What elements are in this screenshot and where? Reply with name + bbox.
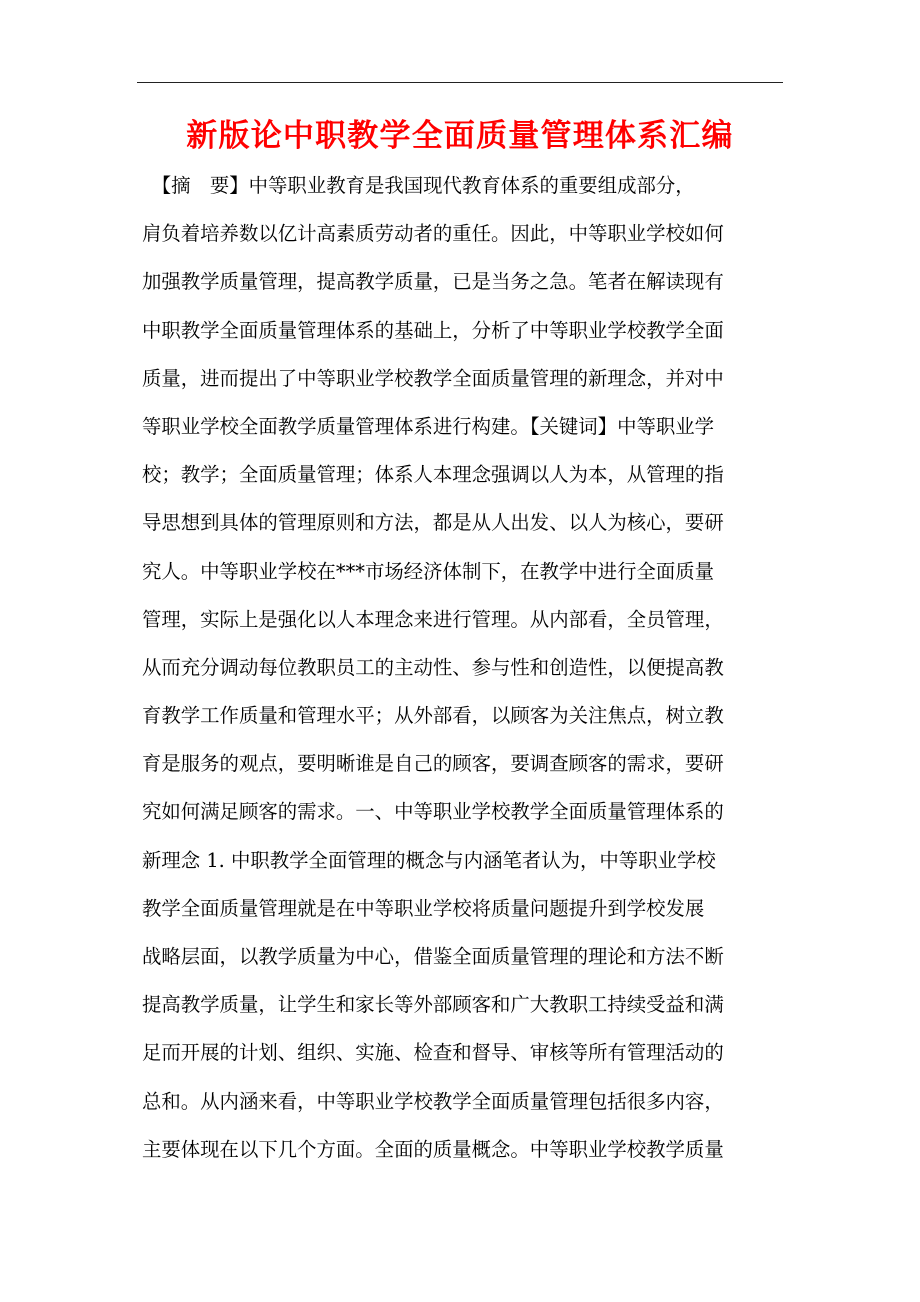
body-line: 总和。从内涵来看，中等职业学校教学全面质量管理包括很多内容，	[142, 1089, 724, 1113]
body-line: 育是服务的观点，要明晰谁是自己的顾客，要调查顾客的需求，要研	[142, 752, 724, 776]
body-line: 育教学工作质量和管理水平；从外部看，以顾客为关注焦点，树立教	[142, 704, 724, 728]
body-line: 校；教学；全面质量管理；体系人本理念强调以人为本，从管理的指	[142, 463, 724, 487]
body-line: 等职业学校全面教学质量管理体系进行构建。【关键词】中等职业学	[142, 414, 715, 438]
body-line: 导思想到具体的管理原则和方法，都是从人出发、以人为核心，要研	[142, 511, 724, 535]
body-line: 足而开展的计划、组织、实施、检查和督导、审核等所有管理活动的	[142, 1041, 724, 1065]
document-body	[142, 162, 782, 1174]
header-rule	[137, 82, 783, 83]
body-line: 中职教学全面质量管理体系的基础上，分析了中等职业学校教学全面	[142, 318, 724, 342]
body-line: 主要体现在以下几个方面。全面的质量概念。中等职业学校教学质量	[142, 1137, 724, 1161]
body-line: 究人。中等职业学校在***市场经济体制下，在教学中进行全面质量	[142, 559, 715, 583]
document-title: 新版论中职教学全面质量管理体系汇编	[186, 118, 734, 154]
body-line: 提高教学质量，让学生和家长等外部顾客和广大教职工持续受益和满	[142, 993, 724, 1017]
body-line: 究如何满足顾客的需求。一、中等职业学校教学全面质量管理体系的	[142, 800, 724, 824]
body-line: 【摘 要】中等职业教育是我国现代教育体系的重要组成部分，	[142, 174, 695, 197]
body-line: 新理念 1. 中职教学全面管理的概念与内涵笔者认为，中等职业学校	[142, 848, 716, 872]
body-line: 管理，实际上是强化以人本理念来进行管理。从内部看，全员管理，	[142, 607, 724, 631]
body-line: 质量，进而提出了中等职业学校教学全面质量管理的新理念，并对中	[142, 366, 724, 390]
body-line: 加强教学质量管理，提高教学质量，已是当务之急。笔者在解读现有	[142, 270, 724, 294]
body-line: 从而充分调动每位教职员工的主动性、参与性和创造性，以便提高教	[142, 655, 724, 679]
body-line: 肩负着培养数以亿计高素质劳动者的重任。因此，中等职业学校如何	[142, 222, 724, 246]
body-line: 教学全面质量管理就是在中等职业学校将质量问题提升到学校发展	[142, 896, 705, 920]
body-line: 战略层面，以教学质量为中心，借鉴全面质量管理的理论和方法不断	[142, 945, 724, 968]
